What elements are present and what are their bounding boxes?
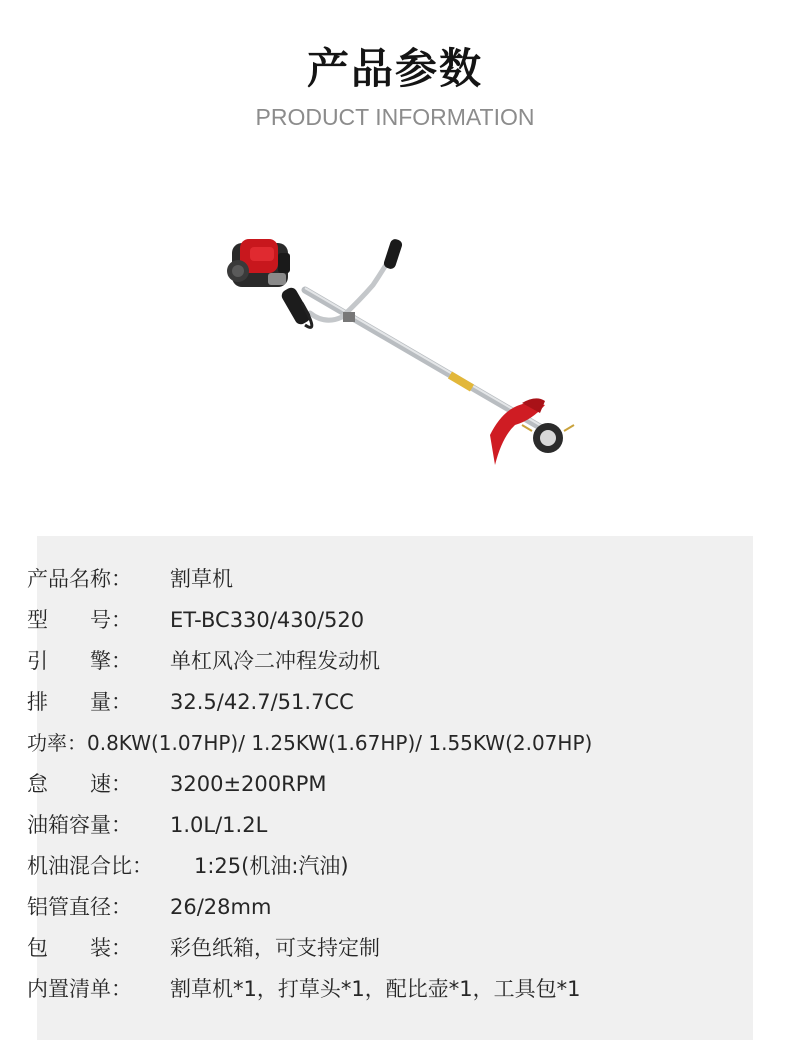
spec-row: 铝管直径： 26/28mm	[27, 895, 272, 919]
spec-row: 引 擎： 单杠风冷二冲程发动机	[27, 649, 380, 673]
spec-row: 包 装： 彩色纸箱，可支持定制	[27, 936, 380, 960]
spec-row: 功率：0.8KW(1.07HP)/ 1.25KW(1.67HP)/ 1.55KW(2.07HP)	[27, 731, 593, 755]
brush-cutter-image	[210, 225, 590, 485]
spec-row: 产品名称： 割草机	[27, 567, 233, 591]
spec-row: 机油混合比： 1:25(机油:汽油)	[27, 854, 349, 878]
spec-row: 型 号： ET-BC330/430/520	[27, 608, 365, 632]
spec-row: 内置清单： 割草机*1，打草头*1，配比壶*1，工具包*1	[27, 977, 581, 1001]
spec-row: 排 量： 32.5/42.7/51.7CC	[27, 690, 354, 714]
spec-row: 油箱容量： 1.0L/1.2L	[27, 813, 268, 837]
page-title: 产品参数	[306, 44, 483, 93]
spec-row: 怠 速： 3200±200RPM	[27, 772, 327, 796]
page-subtitle: PRODUCT INFORMATION	[255, 104, 535, 130]
